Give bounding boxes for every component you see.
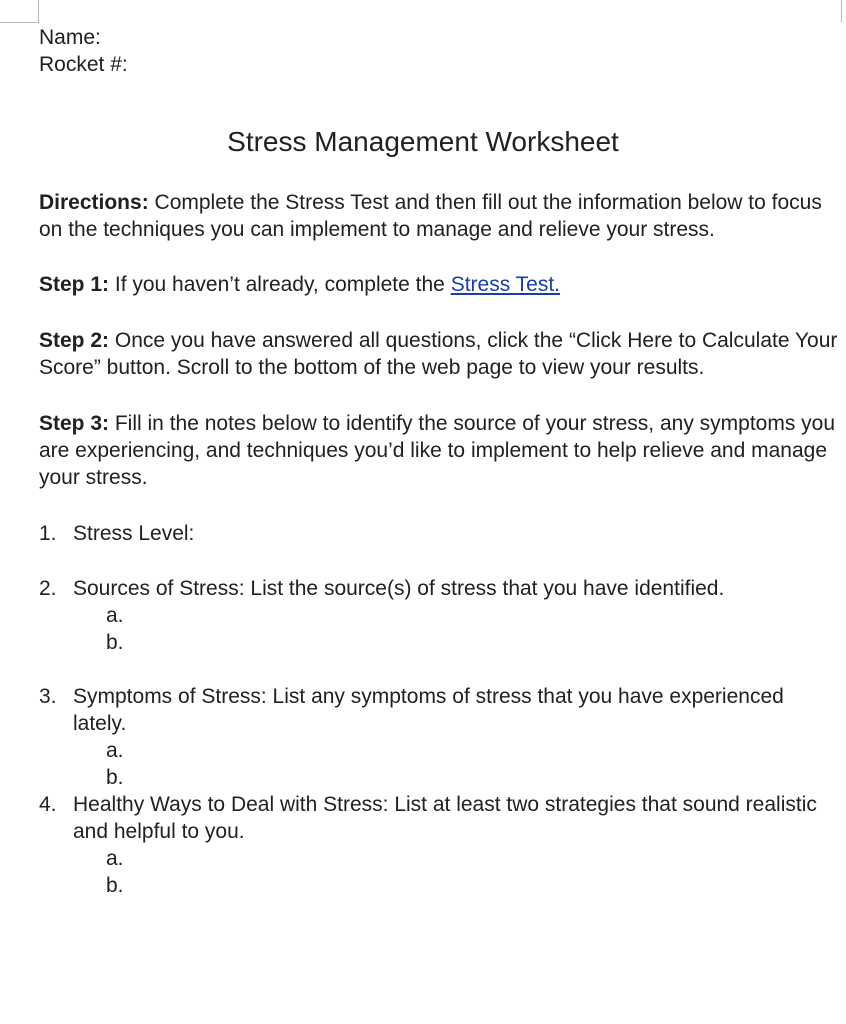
answer-line-b: b. <box>106 766 124 789</box>
name-label: Name: <box>39 26 101 49</box>
step-2-text: Once you have answered all questions, click the “Click Here to Calculate Your Score” button. Scroll to the bottom of the web page to view your results. <box>39 329 838 379</box>
crop-mark-top-left <box>0 0 39 23</box>
question-text: Symptoms of Stress: List any symptoms of stress that you have experienced lately. <box>73 685 784 735</box>
question-text: Healthy Ways to Deal with Stress: List at least two strategies that sound realistic and helpful to you. <box>73 793 817 843</box>
question-number: 1. <box>39 522 57 545</box>
step-3-text: Fill in the notes below to identify the source of your stress, any symptoms you are experiencing, and techniques you’d like to implement to help relieve and manage your stress. <box>39 412 836 489</box>
answer-line-b: b. <box>106 631 124 654</box>
question-1 <box>39 520 839 547</box>
stress-test-link[interactable]: Stress Test. <box>450 273 561 296</box>
answer-line-a: a. <box>106 739 124 762</box>
question-text: Stress Level: <box>73 522 195 545</box>
question-number: 3. <box>39 685 57 708</box>
directions-text: Complete the Stress Test and then fill out the information below to focus on the techniques you can implement to manage and relieve your stress. <box>39 191 822 241</box>
step-3-lead: Step 3: <box>39 412 110 435</box>
step-2-paragraph <box>39 327 839 381</box>
rocket-number-label: Rocket #: <box>39 53 128 76</box>
question-number: 2. <box>39 577 57 600</box>
answer-line-a: a. <box>106 604 124 627</box>
step-3-paragraph <box>39 410 839 491</box>
question-2 <box>39 575 839 656</box>
directions-lead: Directions: <box>39 191 149 214</box>
step-2-lead: Step 2: <box>39 329 110 352</box>
crop-mark-top-right <box>841 0 842 22</box>
page-title: Stress Management Worksheet <box>227 126 619 157</box>
question-4 <box>39 791 839 899</box>
worksheet-page <box>39 24 839 899</box>
step-1-lead: Step 1: <box>39 273 110 296</box>
step-1-text: If you haven’t already, complete the <box>114 273 445 296</box>
answer-line-b: b. <box>106 874 124 897</box>
step-1-paragraph <box>39 271 839 298</box>
question-3 <box>39 683 839 791</box>
question-number: 4. <box>39 793 57 816</box>
answer-line-a: a. <box>106 847 124 870</box>
question-text: Sources of Stress: List the source(s) of stress that you have identified. <box>73 577 725 600</box>
directions-paragraph <box>39 189 839 243</box>
